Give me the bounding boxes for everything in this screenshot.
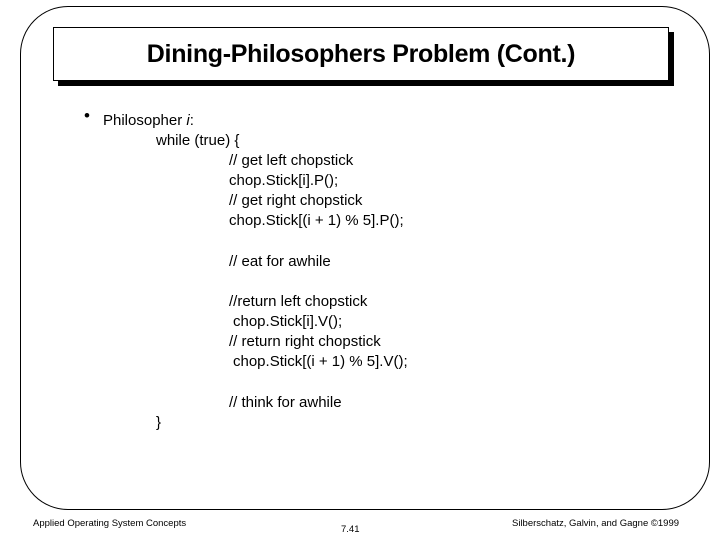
code-while-line: while (true) {: [156, 132, 240, 149]
code-comment-get-right: // get right chopstick: [229, 192, 363, 209]
intro-colon: :: [189, 112, 194, 129]
footer-page-number: 7.41: [341, 524, 360, 535]
philosopher-intro: [103, 112, 194, 130]
code-comment-get-left: // get left chopstick: [229, 152, 354, 169]
code-right-v: chop.Stick[(i + 1) % 5].V();: [233, 353, 408, 370]
slide-title: Dining-Philosophers Problem (Cont.): [146, 39, 576, 68]
code-right-p: chop.Stick[(i + 1) % 5].P();: [229, 212, 404, 229]
intro-label: Philosopher: [103, 112, 187, 129]
code-closing-brace: }: [156, 414, 162, 431]
title-box: [53, 27, 669, 81]
code-comment-eat: // eat for awhile: [229, 253, 331, 270]
code-comment-think: // think for awhile: [229, 394, 342, 411]
footer-copyright: Silberschatz, Galvin, and Gagne ©1999: [512, 518, 680, 529]
code-left-v: chop.Stick[i].V();: [233, 313, 343, 330]
bullet-dot: •: [84, 106, 90, 125]
footer-course-title: Applied Operating System Concepts: [33, 518, 187, 529]
code-comment-return-right: // return right chopstick: [229, 333, 381, 350]
code-left-p: chop.Stick[i].P();: [229, 172, 339, 189]
intro-variable: i: [186, 112, 190, 129]
code-comment-return-left: //return left chopstick: [229, 293, 368, 310]
